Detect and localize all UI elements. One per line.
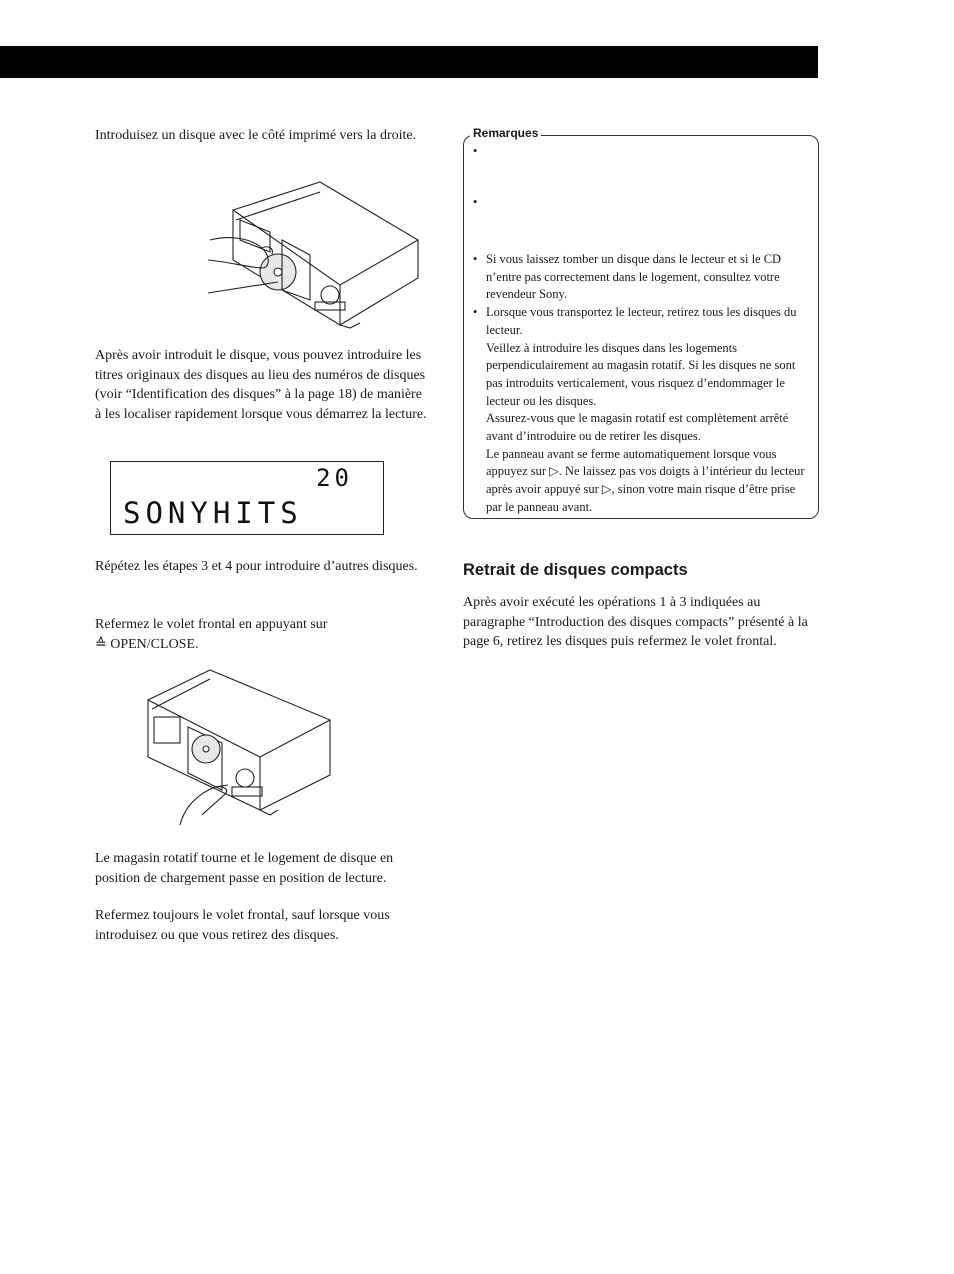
instruction-close-door [95,615,430,654]
note-item-text: Assurez-vous que le magasin rotatif est complètement arrêté avant d’introduire ou de retirer les disques. [486,411,789,444]
header-bar [0,46,818,78]
instruction-repeat: Répétez les étapes 3 et 4 pour introduire d’autres disques. [95,559,418,574]
section-paragraph: Après avoir exécuté les opérations 1 à 3 indiquées au paragraphe “Introduction des disques compacts” présenté à la page 6, retirez les disques puis refermez le volet frontal. [463,595,808,649]
insert-disc-illustration [200,180,425,330]
section-heading: Retrait de disques compacts [463,561,688,579]
note-item [470,304,812,516]
instruction-rotation: Le magasin rotatif tourne et le logement de disque en position de chargement passe en position de lecture. [95,851,394,886]
display-disc-title: SONYHITS [123,496,303,530]
display-disc-number: 20 [316,464,353,492]
close-door-line1: Refermez le volet frontal en appuyant sur [95,617,328,632]
instruction-insert-disc: Introduisez un disque avec le côté imprimé vers la droite. [95,128,417,143]
note-blank-1 [470,143,812,194]
note-blank-2 [470,194,812,251]
notes-title: Remarques [470,126,541,140]
close-door-illustration [140,665,340,835]
note-item-text: Lorsque vous transportez le lecteur, retirez tous les disques du lecteur. [486,305,797,337]
instruction-titles: Après avoir introduit le disque, vous pouvez introduire les titres originaux des disques au lieu des numéros de disques (voir “Identification des disques” à la page 18) de manière à les localiser rapidement lorsque vous démarrez la lecture. [95,348,427,422]
display-window [110,461,384,535]
eject-icon: ≙ [95,636,107,652]
notes-list [470,143,812,517]
note-item: • Si vous laissez tomber un disque dans le lecteur et si le CD n’entre pas correctement dans le logement, consultez votre revendeur Sony. [470,251,812,304]
note-item-text: Le panneau avant se ferme automatiquement lorsque vous appuyez sur ▷. Ne laissez pas vos doigts à l’intérieur du lecteur après avoir appuyé sur ▷, sinon votre main risque d’être prise par le panneau avant. [486,446,805,514]
note-item-text: Veillez à introduire les disques dans les logements perpendiculairement au magasin rotatif. Si les disques ne sont pas introduits verticalement, vous risquez d’endommager le lecteur ou les disques. [486,340,796,408]
open-close-label: OPEN/CLOSE. [110,636,199,652]
instruction-always-close: Refermez toujours le volet frontal, sauf lorsque vous introduisez ou que vous retirez des disques. [95,908,390,943]
